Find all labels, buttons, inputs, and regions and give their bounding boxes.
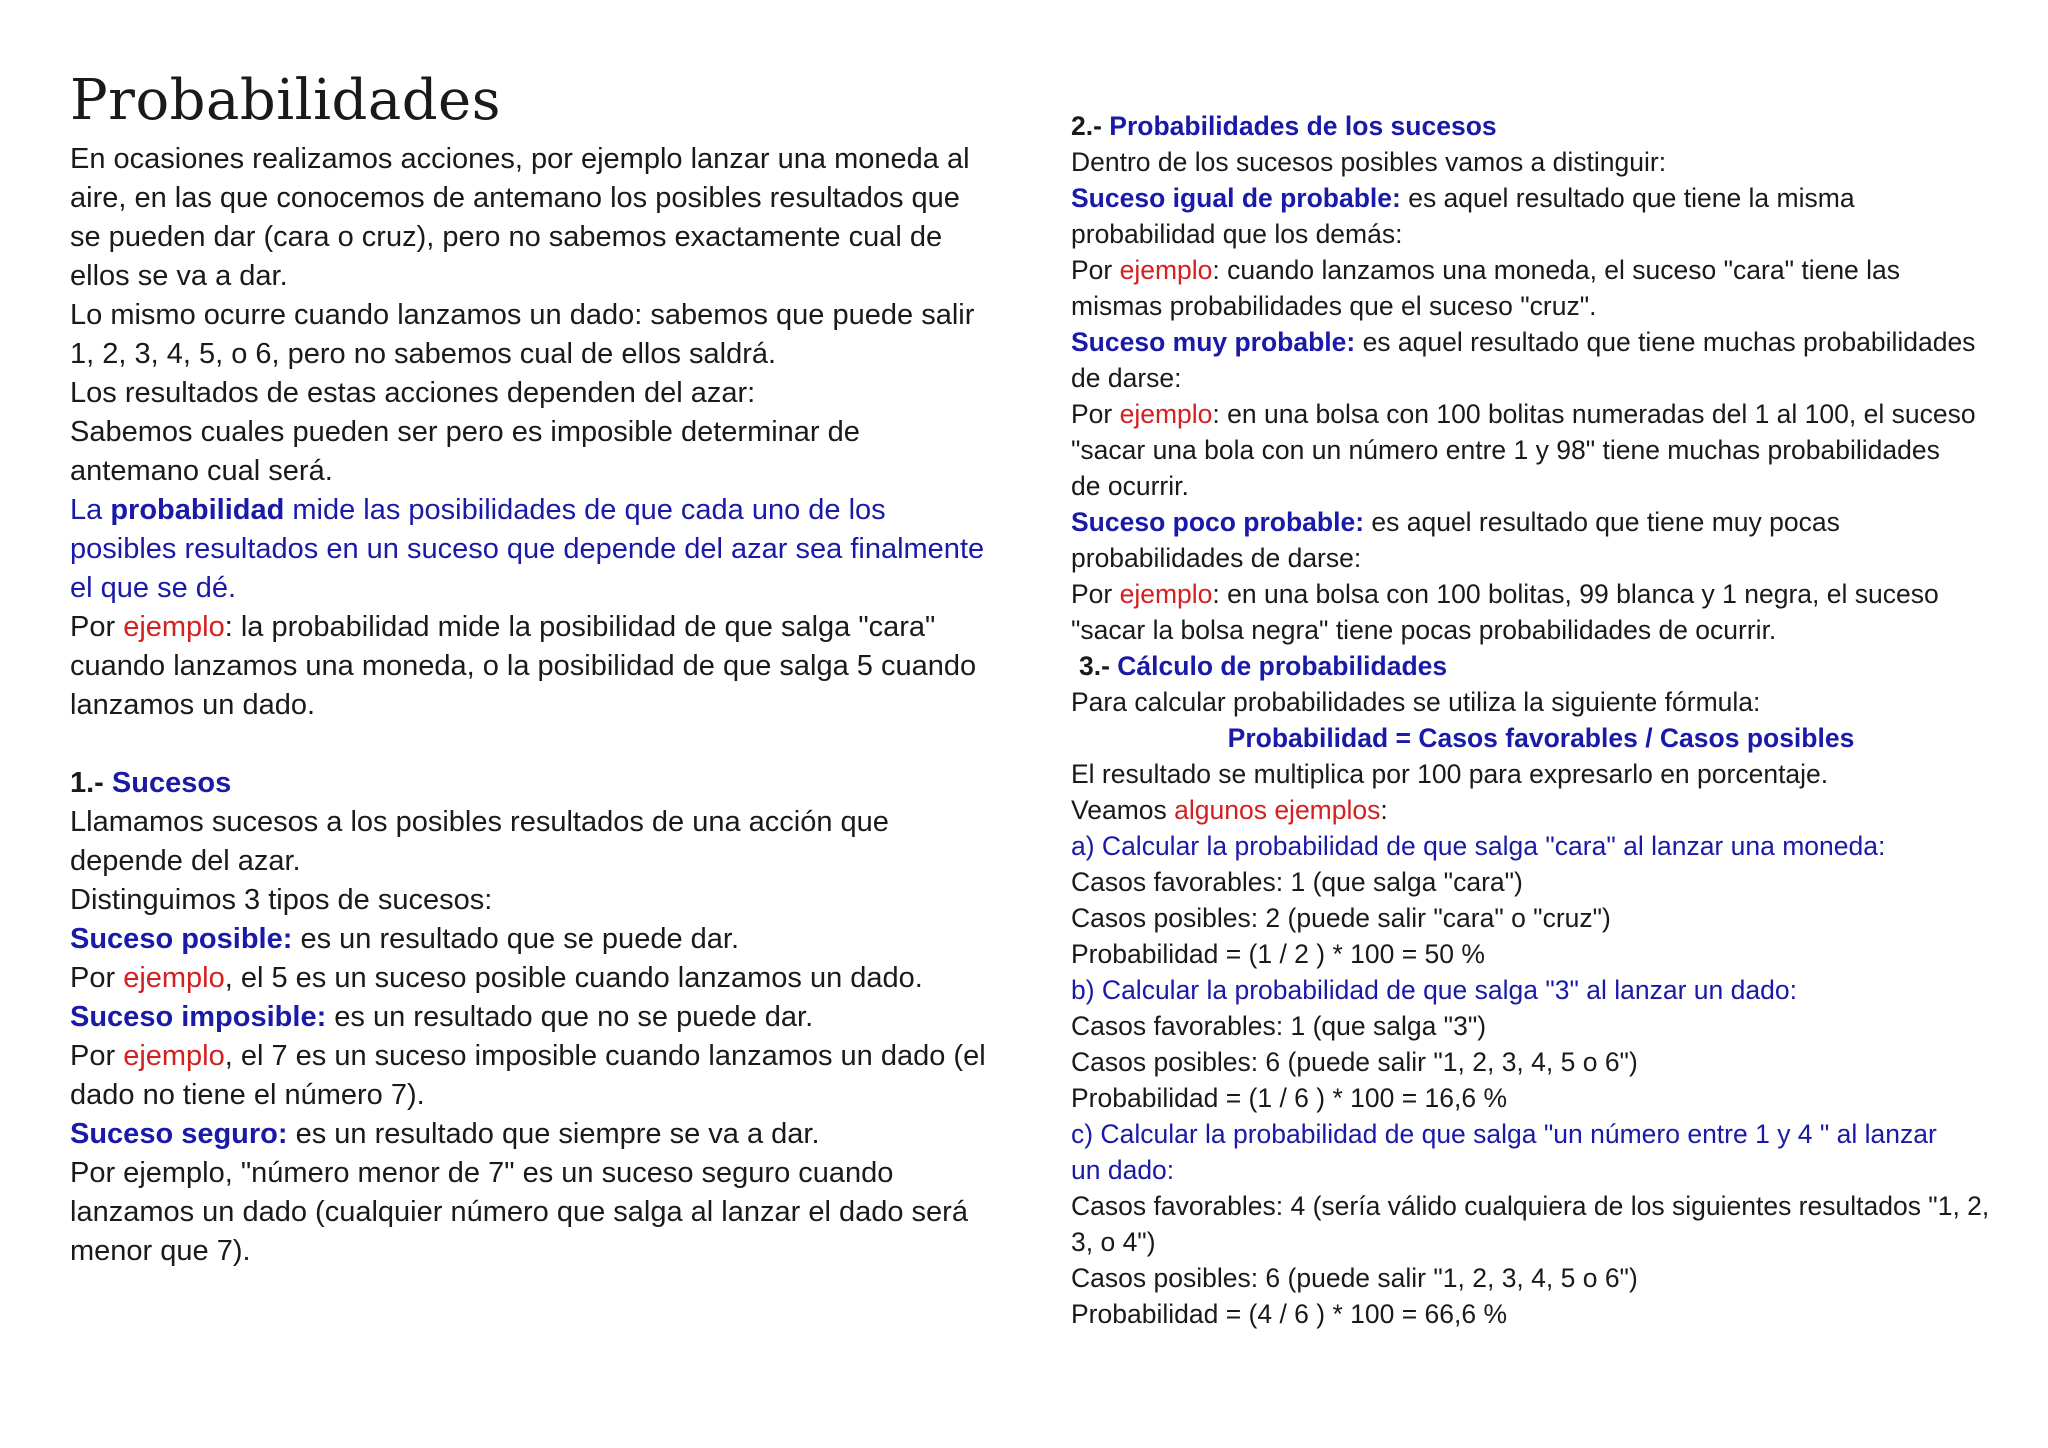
suceso-poco-def: Suceso poco probable: es aquel resultado que tiene muy pocas [1071, 507, 1840, 537]
page-title: Probabilidades [70, 68, 501, 133]
s3-line: El resultado se multiplica por 100 para expresarlo en porcentaje. [1071, 759, 1829, 789]
example-b-line: Casos favorables: 1 (que salga "3") [1071, 1011, 1487, 1041]
section-heading-probabilidades: 2.- Probabilidades de los sucesos [1071, 111, 1497, 141]
example-a-line: Probabilidad = (1 / 2 ) * 100 = 50 % [1071, 939, 1485, 969]
intro-line: se pueden dar (cara o cruz), pero no sabemos exactamente cual de [70, 221, 943, 253]
suceso-muy-example: Por ejemplo: en una bolsa con 100 bolitas numeradas del 1 al 100, el suceso [1071, 399, 1976, 429]
suceso-seguro-example: menor que 7). [70, 1235, 251, 1267]
suceso-imposible-def: Suceso imposible: es un resultado que no se puede dar. [70, 1001, 814, 1033]
intro-line: aire, en las que conocemos de antemano los posibles resultados que [70, 182, 960, 214]
definition-line: La probabilidad mide las posibilidades de que cada uno de los [70, 494, 886, 526]
intro-line: Sabemos cuales pueden ser pero es imposible determinar de [70, 416, 860, 448]
formula: Probabilidad = Casos favorables / Casos posibles [1227, 723, 1855, 753]
suceso-muy-def: Suceso muy probable: es aquel resultado que tiene muchas probabilidades [1071, 327, 1976, 357]
s3-line: Veamos algunos ejemplos: [1071, 795, 1388, 825]
example-b-title: b) Calcular la probabilidad de que salga "3" al lanzar un dado: [1071, 975, 1797, 1005]
intro-line: Lo mismo ocurre cuando lanzamos un dado: sabemos que puede salir [70, 299, 975, 331]
example-a-line: Casos posibles: 2 (puede salir "cara" o "cruz") [1071, 903, 1611, 933]
suceso-imposible-example: Por ejemplo, el 7 es un suceso imposible cuando lanzamos un dado (el [70, 1040, 986, 1072]
example-line: lanzamos un dado. [70, 689, 316, 721]
intro-line: 1, 2, 3, 4, 5, o 6, pero no sabemos cual de ellos saldrá. [70, 338, 777, 370]
example-a-line: Casos favorables: 1 (que salga "cara") [1071, 867, 1523, 897]
intro-line: En ocasiones realizamos acciones, por ejemplo lanzar una moneda al [70, 143, 970, 175]
sucesos-line: Llamamos sucesos a los posibles resultados de una acción que [70, 806, 889, 838]
suceso-poco-def: probabilidades de darse: [1071, 543, 1362, 573]
intro-line: antemano cual será. [70, 455, 333, 487]
suceso-muy-example: "sacar una bola con un número entre 1 y 98" tiene muchas probabilidades [1071, 435, 1940, 465]
example-line: cuando lanzamos una moneda, o la posibilidad de que salga 5 cuando [70, 650, 977, 682]
example-b-line: Probabilidad = (1 / 6 ) * 100 = 16,6 % [1071, 1083, 1508, 1113]
suceso-posible-def: Suceso posible: es un resultado que se puede dar. [70, 923, 740, 955]
definition-line: el que se dé. [70, 572, 237, 604]
example-c-line: Casos posibles: 6 (puede salir "1, 2, 3, 4, 5 o 6") [1071, 1263, 1638, 1293]
section-heading-sucesos: 1.- Sucesos [70, 767, 232, 799]
suceso-igual-example: mismas probabilidades que el suceso "cruz". [1071, 291, 1597, 321]
suceso-muy-def: de darse: [1071, 363, 1182, 393]
suceso-posible-example: Por ejemplo, el 5 es un suceso posible cuando lanzamos un dado. [70, 962, 923, 994]
suceso-seguro-def: Suceso seguro: es un resultado que siempre se va a dar. [70, 1118, 820, 1150]
example-c-line: Casos favorables: 4 (sería válido cualquiera de los siguientes resultados "1, 2, [1071, 1191, 1990, 1221]
definition-line: posibles resultados en un suceso que depende del azar sea finalmente [70, 533, 985, 565]
suceso-muy-example: de ocurrir. [1071, 471, 1189, 501]
suceso-seguro-example: Por ejemplo, "número menor de 7" es un suceso seguro cuando [70, 1157, 894, 1189]
suceso-igual-def: Suceso igual de probable: es aquel resultado que tiene la misma [1071, 183, 1855, 213]
sucesos-line: depende del azar. [70, 845, 301, 877]
example-c-line: 3, o 4") [1071, 1227, 1156, 1257]
intro-line: Los resultados de estas acciones dependen del azar: [70, 377, 756, 409]
suceso-igual-example: Por ejemplo: cuando lanzamos una moneda, el suceso "cara" tiene las [1071, 255, 1901, 285]
example-a-title: a) Calcular la probabilidad de que salga "cara" al lanzar una moneda: [1071, 831, 1886, 861]
suceso-poco-example: "sacar la bolsa negra" tiene pocas probabilidades de ocurrir. [1071, 615, 1777, 645]
example-b-line: Casos posibles: 6 (puede salir "1, 2, 3, 4, 5 o 6") [1071, 1047, 1638, 1077]
definition-term: probabilidad [110, 494, 285, 526]
suceso-imposible-example: dado no tiene el número 7). [70, 1079, 425, 1111]
s3-line: Para calcular probabilidades se utiliza la siguiente fórmula: [1071, 687, 1761, 717]
sucesos-line: Distinguimos 3 tipos de sucesos: [70, 884, 493, 916]
suceso-poco-example: Por ejemplo: en una bolsa con 100 bolitas, 99 blanca y 1 negra, el suceso [1071, 579, 1939, 609]
s2-line: Dentro de los sucesos posibles vamos a distinguir: [1071, 147, 1667, 177]
suceso-seguro-example: lanzamos un dado (cualquier número que salga al lanzar el dado será [70, 1196, 968, 1228]
intro-line: ellos se va a dar. [70, 260, 288, 292]
section-heading-calculo: 3.- Cálculo de probabilidades [1079, 651, 1448, 681]
example-line: Por ejemplo: la probabilidad mide la posibilidad de que salga "cara" [70, 611, 936, 643]
example-c-line: Probabilidad = (4 / 6 ) * 100 = 66,6 % [1071, 1299, 1508, 1329]
example-c-title: c) Calcular la probabilidad de que salga "un número entre 1 y 4 " al lanzar [1071, 1119, 1937, 1149]
suceso-igual-def: probabilidad que los demás: [1071, 219, 1403, 249]
example-c-title: un dado: [1071, 1155, 1175, 1185]
